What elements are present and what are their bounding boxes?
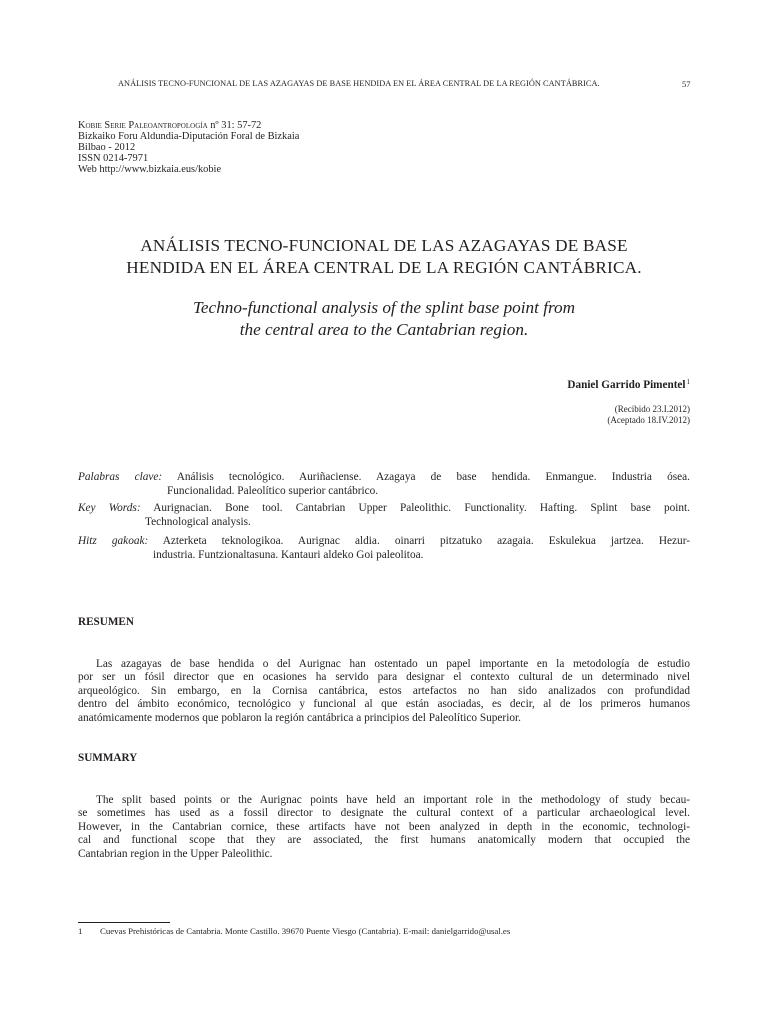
footnote bbox=[78, 926, 510, 936]
resumen-paragraph bbox=[78, 658, 690, 725]
article-title-line2: HENDIDA EN EL ÁREA CENTRAL DE LA REGIÓN CANTÁBRICA. bbox=[126, 258, 642, 277]
article-title bbox=[60, 235, 708, 279]
keywords-spanish-line1 bbox=[78, 471, 690, 485]
footnote-divider bbox=[78, 922, 170, 923]
summary-heading: SUMMARY bbox=[78, 752, 138, 764]
journal-place-year: Bilbao - 2012 bbox=[78, 142, 136, 153]
article-subtitle bbox=[60, 297, 708, 341]
footnote-text: Cuevas Prehistóricas de Cantabria. Monte Castillo. 39670 Puente Viesgo (Cantabria). E-mail: danielgarrido@usal.es bbox=[100, 926, 511, 936]
article-subtitle-line2: the central area to the Cantabrian region. bbox=[239, 320, 529, 339]
resumen-line: Las azagayas de base hendida o del Aurignac han ostentado un papel importante en la metodología de estudio bbox=[96, 658, 690, 670]
summary-line: cal and functional scope that they are associated, the first humans anatomically modern that occupied the bbox=[78, 834, 690, 847]
page-number: 57 bbox=[682, 79, 691, 89]
resumen-line: anatómicamente modernos que poblaron la región cantábrica a principios del Paleolítico Superior. bbox=[78, 711, 521, 724]
resumen-line: por ser un fósil director que en ocasiones ha servido para designar el contexto cultural de un determinado nivel bbox=[78, 671, 690, 684]
keywords-basque-line2: industria. Funtzionaltasuna. Kantauri aldeko Goi paleolitoa. bbox=[153, 548, 424, 561]
running-header: ANÁLISIS TECNO-FUNCIONAL DE LAS AZAGAYAS DE BASE HENDIDA EN EL ÁREA CENTRAL DE LA REGIÓN CANTÁBRICA. bbox=[118, 79, 600, 88]
article-subtitle-line1: Techno-functional analysis of the splint base point from bbox=[192, 298, 576, 317]
keywords-english-label: Key Words: bbox=[78, 502, 141, 514]
keywords-english bbox=[78, 502, 690, 529]
author-name-text: Daniel Garrido Pimentel bbox=[567, 379, 686, 391]
author-name bbox=[567, 378, 690, 391]
keywords-english-line1 bbox=[78, 502, 690, 516]
summary-line: Cantabrian region in the Upper Paleolithic. bbox=[78, 847, 273, 860]
resumen-heading: RESUMEN bbox=[78, 616, 134, 628]
keywords-spanish-text: Análisis tecnológico. Auriñaciense. Azagaya de base hendida. Enmangue. Industria ósea. bbox=[176, 471, 690, 483]
accepted-date: (Aceptado 18.IV.2012) bbox=[607, 415, 690, 425]
keywords-english-line2: Technological analysis. bbox=[145, 515, 251, 528]
resumen-line: arqueológico. Sin embargo, en la Cornisa cantábrica, estos artefactos no han sido analizados con profundidad bbox=[78, 684, 690, 697]
received-date: (Recibido 23.I.2012) bbox=[614, 404, 690, 414]
journal-series bbox=[78, 120, 261, 131]
summary-line: se sometimes has used as a fossil director to designate the cultural context of a particular archaeological level. bbox=[78, 807, 690, 820]
summary-paragraph bbox=[78, 794, 690, 861]
keywords-english-text: Aurignacian. Bone tool. Cantabrian Upper Paleolithic. Functionality. Hafting. Splint base point. bbox=[153, 502, 690, 514]
article-title-line1: ANÁLISIS TECNO-FUNCIONAL DE LAS AZAGAYAS DE BASE bbox=[140, 236, 628, 255]
resumen-line: dentro del ámbito económico, tecnológico y funcional al que están asociadas, es decir, al de los primeros humanos bbox=[78, 698, 690, 711]
keywords-spanish-line2: Funcionalidad. Paleolítico superior cantábrico. bbox=[167, 484, 379, 497]
keywords-spanish-label: Palabras clave: bbox=[78, 471, 163, 483]
summary-line: The split based points or the Aurignac points have held an important role in the methodology of study becau- bbox=[96, 794, 690, 806]
keywords-basque bbox=[78, 535, 690, 562]
keywords-basque-label: Hitz gakoak: bbox=[78, 535, 149, 547]
journal-series-issue: nº 31: 57-72 bbox=[207, 120, 262, 131]
footnote-number: 1 bbox=[78, 926, 83, 936]
journal-issn: ISSN 0214-7971 bbox=[78, 153, 149, 164]
keywords-basque-text: Azterketa teknologikoa. Aurignac aldia. oinarri pitzatuko azagaia. Eskulekua jartzea. Hezur- bbox=[162, 535, 691, 547]
journal-series-name: Kobie Serie Paleoantropología bbox=[78, 120, 208, 131]
journal-web: Web http://www.bizkaia.eus/kobie bbox=[78, 164, 222, 175]
keywords-basque-line1 bbox=[78, 535, 690, 549]
journal-publisher: Bizkaiko Foru Aldundia-Diputación Foral de Bizkaia bbox=[78, 131, 300, 142]
keywords-spanish bbox=[78, 471, 690, 498]
author-footnote-marker: 1 bbox=[686, 378, 690, 386]
summary-line: However, in the Cantabrian cornice, these artifacts have not been analyzed in depth in the economic, technologi- bbox=[78, 820, 690, 833]
